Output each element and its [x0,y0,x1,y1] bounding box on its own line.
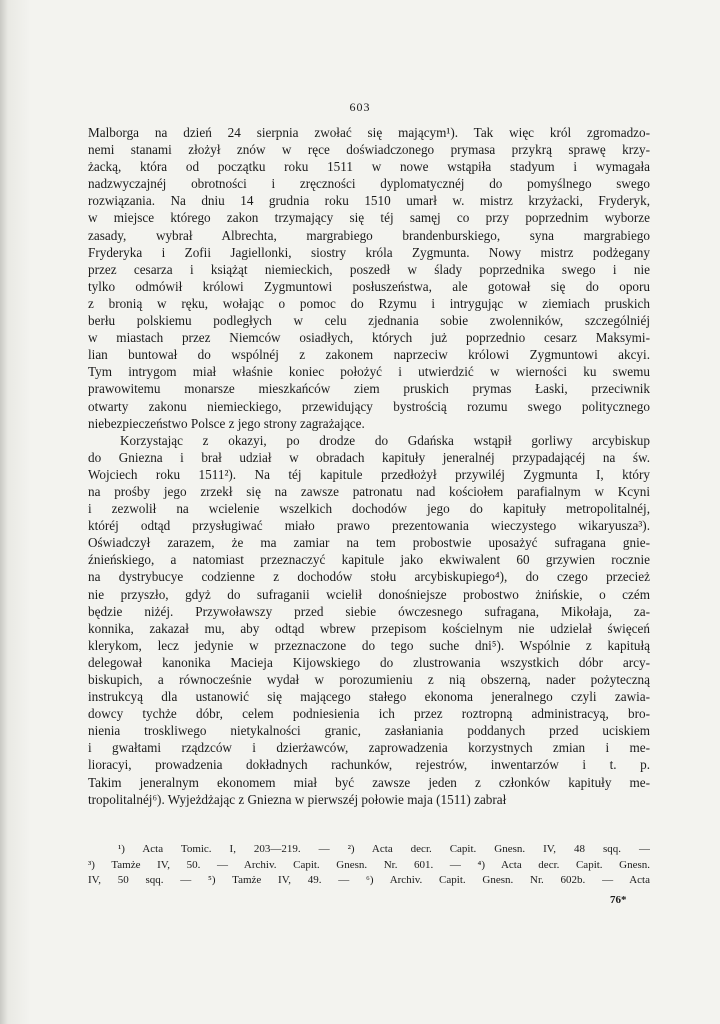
footnote-line: IV, 50 sqq. — ⁵) Tamże IV, 49. — ⁶) Archiv. Capit. Gnesn. Nr. 602b. — Acta [88,874,650,887]
text-line: Oświadczył zarazem, że ma zamiar na tem probostwie uposażyć sufragana gnie- [88,535,650,551]
text-line: otwarty zakonu niemieckiego, przewidujący bystrością rozumu swego politycznego [88,398,650,414]
text-line: tylko odmówił królowi Zygmuntowi posłuszeństwa, ale gotował się do oporu [88,278,650,294]
text-line: na dystrybucye codzienne z dochodów stołu arcybiskupiego⁴), do czego przecież [88,569,650,585]
signature-mark: 76* [610,894,627,906]
text-line: lioracyi, prowadzenia dokładnych rachunków, rejestrów, inwentarzów i t. p. [88,757,650,773]
text-line: nienia troskliwego nietykalności granic, zasłaniania poddanych przed uciskiem [88,723,650,739]
text-line: żacką, która od początku roku 1511 w nowe wstąpiła stadyum i wymagała [88,159,650,175]
text-line: Malborga na dzień 24 sierpnia zwołać się mającym¹). Tak więc król zgromadzo- [88,125,650,140]
page-number: 603 [349,100,371,114]
text-line: prawowitemu monarsze mieszkańców ziem pruskich prymas Łaski, przeciwnik [88,381,650,397]
text-line: przez cesarza i książąt niemieckich, poszedł w ślady poprzednika swego i nie [88,261,650,277]
text-line: na prośby jego zrzekł się na zawsze patronatu nad kościołem parafialnym w Kcyni [88,483,650,499]
text-line: instrukcyą dla ustanowić się mającego stałego ekonoma jeneralnego czyli zawia- [88,689,650,705]
text-line: w miastach przez Niemców osiadłych, których już poprzednio cesarz Maksymi- [88,330,650,346]
footnote-line: ³) Tamże IV, 50. — Archiv. Capit. Gnesn. Nr. 601. — ⁴) Acta decr. Capit. Gnesn. [88,858,650,871]
text-line: konnika, zakazał mu, aby odtąd wbrew przepisom kościelnym nie udzielał święceń [88,620,650,636]
text-line: zasady, wybrał Albrechta, margrabiego brandenburskiego, syna margrabiego [88,227,650,243]
text-line: rozwiązania. Na dniu 14 grudnia roku 1510 umarł w. mistrz krzyżacki, Fryderyk, [88,193,650,209]
text-line: będzie niżéj. Przywoławszy przed siebie ówczesnego sufragana, Mikołaja, za- [88,603,650,619]
text-line: biskupich, a równocześnie wydał w porozumieniu z nią obszerną, nader pożyteczną [88,672,650,687]
main-text [88,124,650,808]
text-line: źnieńskiego, a natomiast przeznaczyć kapitule jako ekwiwalent 60 grzywien rocznie [88,552,650,568]
text-line: z bronią w ręku, wołając o pomoc do Rzymu i intrygując w ziemiach pruskich [88,295,650,311]
text-line: niebezpieczeństwo Polsce z jego strony zagrażające. [88,415,365,431]
text-line: lian buntował do wspólnéj z zakonem naprzeciw królowi Zygmuntowi akcyi. [88,347,650,363]
text-line: nie przyszło, gdyż do sufraganii wcielił donośniejsze probostwo żnińskie, o czém [88,586,650,602]
footnotes [88,842,650,889]
footnote-line: ¹) Acta Tomic. I, 203—219. — ²) Acta decr. Capit. Gnesn. IV, 48 sqq. — [118,843,650,855]
text-line: Tym intrygom miał właśnie koniec położyć i utwierdzić w wierności ku swemu [88,364,650,380]
text-line: Fryderyka i Zofii Jagiellonki, siostry króla Zygmunta. Nowy mistrz podżegany [88,244,650,260]
text-line: Takim jeneralnym ekonomem miał być zawsze jeden z członków kapituły me- [88,774,650,790]
text-line: klerykom, lecz jedynie w przeznaczone do tego suche dni⁵). Wspólnie z kapitułą [88,637,650,653]
text-line: nemi stanami złożył znów w ręce doświadczonego prymasa przykrą sprawę krzy- [88,142,650,158]
text-line: do Gniezna i brał udział w obradach kapituły jeneralnéj przypadającéj na św. [88,449,650,465]
text-line: i gwałtami rządzców i dzierżawców, zaprowadzenia korzystnych zmian i me- [88,740,650,756]
text-line: Wojciech roku 1511²). Na téj kapitule przedłożył przywiléj Zygmunta I, który [88,466,650,482]
text-line: delegował kanonika Macieja Kijowskiego do zlustrowania wszystkich dóbr arcy- [88,654,650,670]
text-line: dowcy tychże dóbr, celem podniesienia ich przez roztropną administracyą, bro- [88,706,650,722]
text-line: Korzystając z okazyi, po drodze do Gdańska wstąpił gorliwy arcybiskup [120,432,650,448]
text-line: i zezwolił na wcielenie wszelkich dochodów jego do kapituły metropolitalnéj, [88,501,650,517]
text-line: nadzwyczajnéj obrotności i zręczności dyplomatycznéj do pomyślnego swego [88,176,650,192]
text-line: któréj odtąd przysługiwać miało prawo prezentowania wieczystego wikaryusza³). [88,518,650,534]
text-line: berłu polskiemu podległych w celu zjednania sobie zwolenników, szczególniéj [88,313,650,329]
text-line: w miejsce którego zakon trzymający się téj samęj co przy poprzednim wyborze [88,210,650,226]
text-line: tropolitalnéj⁶). Wyjeżdżając z Gniezna w pierwszéj połowie maja (1511) zabrał [88,791,507,807]
